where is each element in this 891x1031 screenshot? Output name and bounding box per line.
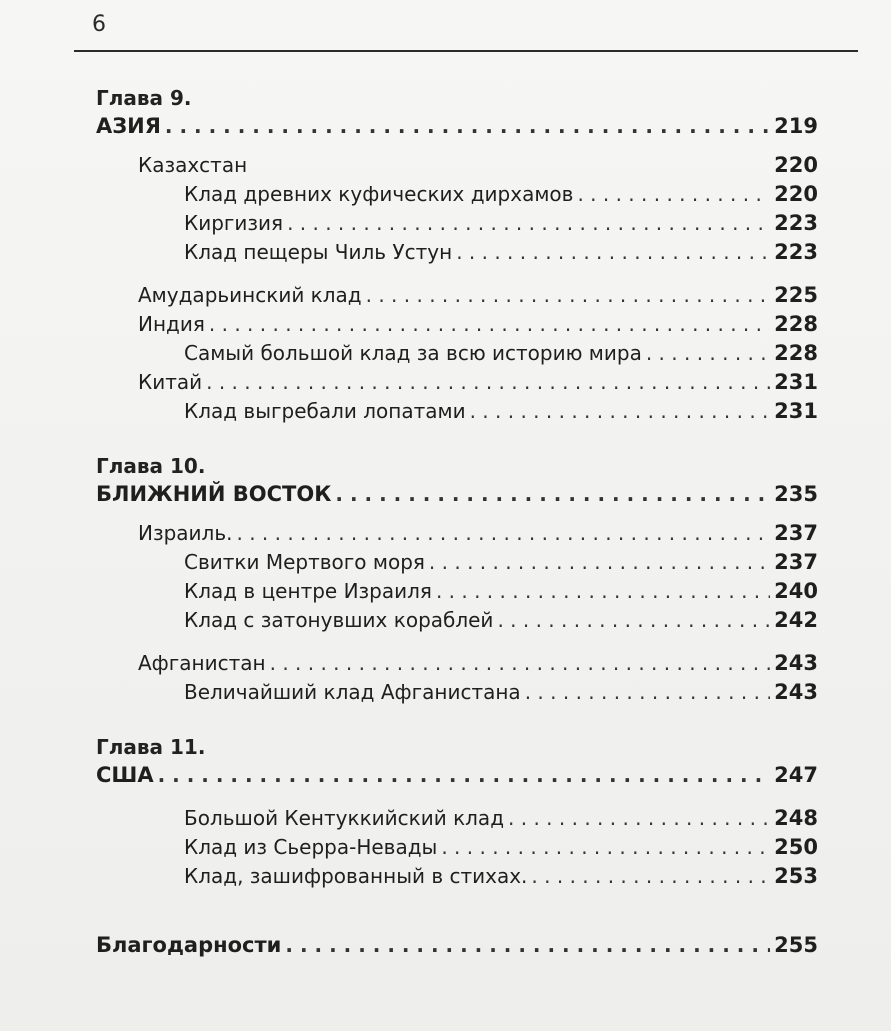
entry-title: Клад в центре Израиля bbox=[184, 579, 432, 603]
page-ref: 237 bbox=[774, 521, 818, 545]
entry-title: Клад из Сьерра-Невады bbox=[184, 835, 438, 859]
page-ref: 223 bbox=[774, 240, 818, 264]
entry-title: Благодарности bbox=[96, 933, 282, 957]
page-ref: 231 bbox=[774, 399, 818, 423]
toc-entry[interactable] bbox=[96, 577, 818, 606]
toc-entry[interactable] bbox=[96, 397, 818, 426]
header-rule bbox=[74, 50, 858, 52]
page-number: 6 bbox=[92, 12, 106, 37]
entry-title: Амударьинский клад bbox=[138, 283, 362, 307]
dot-leader bbox=[165, 112, 770, 141]
toc-entry[interactable] bbox=[96, 833, 818, 862]
dot-leader bbox=[456, 238, 770, 267]
page-ref: 223 bbox=[774, 211, 818, 235]
page-ref: 240 bbox=[774, 579, 818, 603]
toc-entry[interactable] bbox=[96, 180, 818, 209]
entry-title: Китай bbox=[138, 370, 203, 394]
dot-leader bbox=[436, 577, 770, 606]
toc-entry-afghanistan[interactable] bbox=[96, 649, 818, 678]
toc-entry[interactable] bbox=[96, 606, 818, 635]
dot-leader bbox=[158, 761, 771, 790]
toc-entry[interactable] bbox=[96, 862, 818, 891]
entry-title: Клад древних куфических дирхамов bbox=[184, 182, 574, 206]
toc-entry-israel[interactable] bbox=[96, 519, 818, 548]
dot-leader bbox=[531, 862, 770, 891]
entry-title: Афганистан bbox=[138, 651, 266, 675]
entry-title: Киргизия bbox=[184, 211, 284, 235]
chapter-title-row[interactable] bbox=[96, 112, 818, 141]
page-ref: 220 bbox=[774, 153, 818, 177]
toc-entry[interactable] bbox=[96, 339, 818, 368]
entry-title: Клад выгребали лопатами bbox=[184, 399, 466, 423]
dot-leader bbox=[270, 649, 771, 678]
dot-leader bbox=[497, 606, 770, 635]
entry-title: Израиль. bbox=[138, 521, 233, 545]
chapter-title-row[interactable] bbox=[96, 761, 818, 790]
dot-leader bbox=[335, 480, 770, 509]
toc-entry[interactable] bbox=[96, 678, 818, 707]
dot-leader bbox=[285, 931, 770, 960]
page-ref: 253 bbox=[774, 864, 818, 888]
dot-leader bbox=[366, 281, 771, 310]
page-ref: 237 bbox=[774, 550, 818, 574]
table-of-contents bbox=[96, 84, 818, 960]
dot-leader bbox=[206, 368, 770, 397]
chapter-label: Глава 9. bbox=[96, 86, 192, 110]
dot-leader bbox=[525, 678, 770, 707]
page-ref: 242 bbox=[774, 608, 818, 632]
toc-entry-acknowledgements[interactable] bbox=[96, 931, 818, 960]
chapter-11 bbox=[96, 733, 818, 891]
dot-leader bbox=[508, 804, 770, 833]
entry-title: Клад пещеры Чиль Устун bbox=[184, 240, 453, 264]
dot-leader bbox=[287, 209, 770, 238]
page-ref: 219 bbox=[774, 114, 818, 138]
entry-title: Самый большой клад за всю историю мира bbox=[184, 341, 642, 365]
chapter-9 bbox=[96, 84, 818, 426]
page-ref: 247 bbox=[774, 763, 818, 787]
page-ref: 235 bbox=[774, 482, 818, 506]
dot-leader bbox=[441, 833, 770, 862]
page-ref: 228 bbox=[774, 312, 818, 336]
dot-leader bbox=[236, 519, 770, 548]
toc-entry[interactable] bbox=[96, 238, 818, 267]
entry-title: Индия bbox=[138, 312, 205, 336]
page-ref: 225 bbox=[774, 283, 818, 307]
page-ref: 243 bbox=[774, 651, 818, 675]
page-ref: 248 bbox=[774, 806, 818, 830]
dot-leader bbox=[209, 310, 770, 339]
toc-entry[interactable] bbox=[96, 209, 818, 238]
page-ref: 231 bbox=[774, 370, 818, 394]
toc-entry-china[interactable] bbox=[96, 368, 818, 397]
toc-entry-kazakhstan[interactable] bbox=[96, 151, 818, 180]
chapter-title: БЛИЖНИЙ ВОСТОК bbox=[96, 482, 332, 506]
dot-leader bbox=[646, 339, 770, 368]
toc-entry-amudarya[interactable] bbox=[96, 281, 818, 310]
toc-entry[interactable] bbox=[96, 548, 818, 577]
page-ref: 255 bbox=[774, 933, 818, 957]
entry-title: Большой Кентуккийский клад bbox=[184, 806, 505, 830]
entry-title: Величайший клад Афганистана bbox=[184, 680, 521, 704]
entry-title: Казахстан bbox=[138, 153, 248, 177]
chapter-label: Глава 11. bbox=[96, 735, 206, 759]
chapter-10 bbox=[96, 452, 818, 707]
entry-title: Клад с затонувших кораблей bbox=[184, 608, 494, 632]
dot-leader bbox=[470, 397, 771, 426]
entry-title: Клад, зашифрованный в стихах. bbox=[184, 864, 528, 888]
page-ref: 243 bbox=[774, 680, 818, 704]
dot-leader bbox=[429, 548, 770, 577]
dot-leader bbox=[577, 180, 770, 209]
page-ref: 228 bbox=[774, 341, 818, 365]
toc-entry-india[interactable] bbox=[96, 310, 818, 339]
chapter-title-row[interactable] bbox=[96, 480, 818, 509]
page-ref: 250 bbox=[774, 835, 818, 859]
page-ref: 220 bbox=[774, 182, 818, 206]
toc-entry[interactable] bbox=[96, 804, 818, 833]
chapter-title: АЗИЯ bbox=[96, 114, 161, 138]
chapter-label: Глава 10. bbox=[96, 454, 206, 478]
entry-title: Свитки Мертвого моря bbox=[184, 550, 425, 574]
chapter-title: США bbox=[96, 763, 154, 787]
